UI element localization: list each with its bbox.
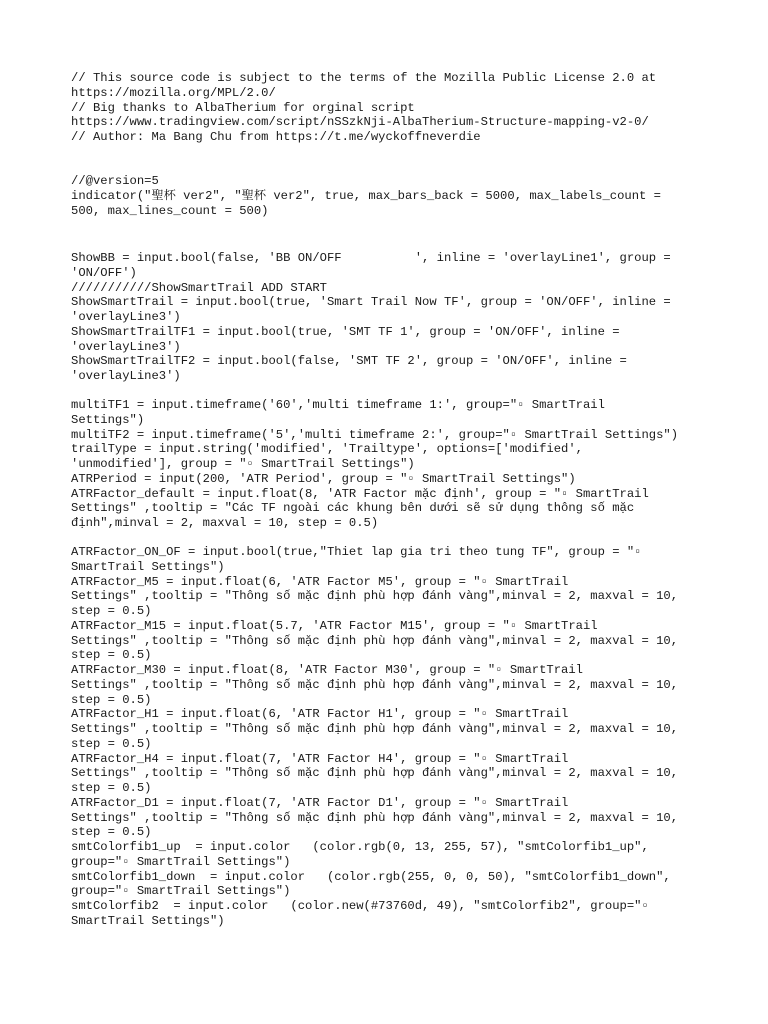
code-line: step = 0.5): [71, 781, 152, 795]
code-line: ShowSmartTrailTF2 = input.bool(false, 'SMT TF 2', group = 'ON/OFF', inline =: [71, 354, 627, 369]
code-line: 'ON/OFF'): [71, 265, 137, 280]
code-line: // Big thanks to AlbaTherium for orginal script: [71, 100, 415, 115]
code-line: 'overlayLine3'): [71, 339, 181, 354]
code-line: 'overlayLine3'): [71, 369, 181, 383]
code-line: ///////////ShowSmartTrail ADD START: [71, 280, 327, 295]
code-line: step = 0.5): [71, 692, 152, 707]
code-line: 'overlayLine3'): [71, 310, 181, 324]
code-line: step = 0.5): [71, 825, 152, 840]
code-line: multiTF1 = input.timeframe('60','multi timeframe 1:', group="▫ SmartTrail: [71, 398, 605, 412]
code-line: //@version=5: [71, 174, 159, 188]
code-line: // Author: Ma Bang Chu from https://t.me/wyckoffneverdie: [71, 130, 481, 144]
code-line: multiTF2 = input.timeframe('5','multi timeframe 2:', group="▫ SmartTrail Settings"): [71, 427, 679, 442]
code-line: step = 0.5): [71, 604, 152, 618]
code-line: smtColorfib1_down = input.color (color.rgb(255, 0, 0, 50), "smtColorfib1_down",: [71, 869, 671, 884]
code-line: trailType = input.string('modified', 'Trailtype', options=['modified',: [71, 442, 583, 457]
code-line: step = 0.5): [71, 648, 152, 663]
code-line: ATRPeriod = input(200, 'ATR Period', group = "▫ SmartTrail Settings"): [71, 471, 576, 486]
code-line: 500, max_lines_count = 500): [71, 203, 269, 218]
code-line: SmartTrail Settings"): [71, 913, 225, 928]
code-line: ShowBB = input.bool(false, 'BB ON/OFF ', inline = 'overlayLine1', group =: [71, 251, 671, 265]
code-line: Settings" ,tooltip = "Thông số mặc định phù hợp đánh vàng",minval = 2, maxval = 10,: [71, 677, 679, 692]
code-line: https://mozilla.org/MPL/2.0/: [71, 85, 276, 100]
code-line: Settings"): [71, 412, 145, 427]
code-line: Settings" ,tooltip = "Thông số mặc định phù hợp đánh vàng",minval = 2, maxval = 10,: [71, 722, 679, 736]
code-line: ATRFactor_M30 = input.float(8, 'ATR Factor M30', group = "▫ SmartTrail: [71, 663, 583, 677]
code-line: // This source code is subject to the terms of the Mozilla Public License 2.0 at: [71, 71, 657, 85]
code-line: 'unmodified'], group = "▫ SmartTrail Settings"): [71, 457, 415, 471]
smarttrail-settings-block: [71, 398, 711, 531]
code-line: Settings" ,tooltip = "Thông số mặc định phù hợp đánh vàng",minval = 2, maxval = 10,: [71, 810, 679, 825]
code-line: ATRFactor_H1 = input.float(6, 'ATR Factor H1', group = "▫ SmartTrail: [71, 707, 569, 722]
license-header-block: [71, 71, 711, 145]
code-line: indicator("聖杯 ver2", "聖杯 ver2", true, max_bars_back = 5000, max_labels_count =: [71, 188, 661, 203]
code-line: ATRFactor_D1 = input.float(7, 'ATR Factor D1', group = "▫ SmartTrail: [71, 795, 569, 810]
code-line: ATRFactor_ON_OF = input.bool(true,"Thiet lap gia tri theo tung TF", group = "▫: [71, 545, 642, 559]
code-line: group="▫ SmartTrail Settings"): [71, 854, 291, 869]
onoff-inputs-block: [71, 251, 711, 384]
code-line: Settings" ,tooltip = "Thông số mặc định phù hợp đánh vàng",minval = 2, maxval = 10,: [71, 589, 679, 604]
atr-factors-block: [71, 545, 711, 929]
code-line: smtColorfib2 = input.color (color.new(#73760d, 49), "smtColorfib2", group="▫: [71, 899, 649, 913]
code-line: ShowSmartTrail = input.bool(true, 'Smart Trail Now TF', group = 'ON/OFF', inline =: [71, 295, 671, 310]
code-line: Settings" ,tooltip = "Các TF ngoài các khung bên dưới sẽ sử dụng thông số mặc: [71, 501, 635, 516]
code-line: smtColorfib1_up = input.color (color.rgb(0, 13, 255, 57), "smtColorfib1_up",: [71, 840, 649, 854]
code-line: https://www.tradingview.com/script/nSSzkNji-AlbaTherium-Structure-mapping-v2-0/: [71, 115, 649, 130]
code-line: step = 0.5): [71, 736, 152, 751]
version-indicator-block: [71, 174, 711, 218]
code-line: ATRFactor_H4 = input.float(7, 'ATR Factor H4', group = "▫ SmartTrail: [71, 751, 569, 766]
code-line: ATRFactor_default = input.float(8, 'ATR Factor mặc định', group = "▫ SmartTrail: [71, 486, 649, 501]
code-line: Settings" ,tooltip = "Thông số mặc định phù hợp đánh vàng",minval = 2, maxval = 10,: [71, 766, 679, 781]
code-line: ShowSmartTrailTF1 = input.bool(true, 'SMT TF 1', group = 'ON/OFF', inline =: [71, 324, 620, 339]
code-line: SmartTrail Settings"): [71, 559, 225, 574]
code-line: Settings" ,tooltip = "Thông số mặc định phù hợp đánh vàng",minval = 2, maxval = 10,: [71, 633, 679, 648]
code-line: ATRFactor_M15 = input.float(5.7, 'ATR Factor M15', group = "▫ SmartTrail: [71, 618, 598, 633]
code-line: ATRFactor_M5 = input.float(6, 'ATR Factor M5', group = "▫ SmartTrail: [71, 574, 569, 589]
code-line: group="▫ SmartTrail Settings"): [71, 884, 291, 899]
code-line: định",minval = 2, maxval = 10, step = 0.5): [71, 516, 379, 530]
